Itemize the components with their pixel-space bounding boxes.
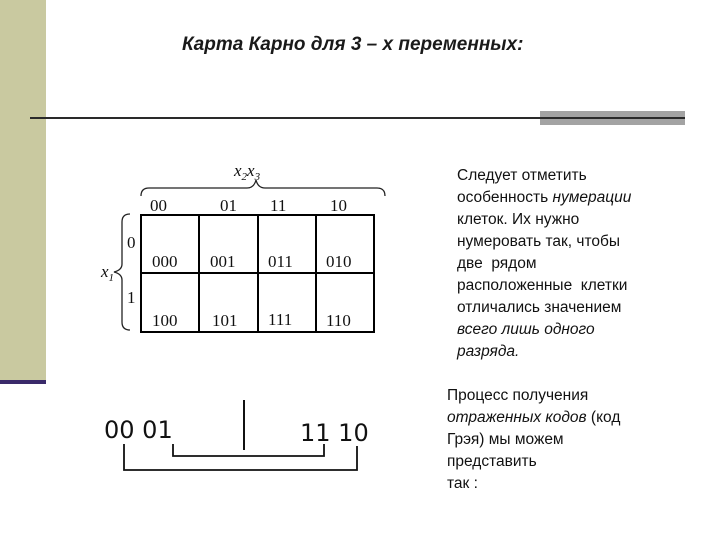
gray-code-left: 00 01 xyxy=(104,416,173,444)
kmap-cell: 110 xyxy=(326,311,351,330)
gray-code-paragraph: Процесс получения отраженных кодов (код Грэя) мы можем представить так : xyxy=(447,387,621,492)
kmap-row-header-1: 1 xyxy=(127,288,136,307)
kmap-col-header-01: 01 xyxy=(220,196,237,215)
kmap-row-variable: $x_1$ xyxy=(101,262,115,284)
kmap-cell: 111 xyxy=(268,310,293,329)
kmap-cell: 010 xyxy=(326,252,352,271)
kmap-left-brace xyxy=(114,214,130,330)
kmap-cell: 001 xyxy=(210,252,236,271)
kmap-col-header-10: 10 xyxy=(330,196,347,215)
kmap-col-header-11: 11 xyxy=(270,196,287,215)
outer-bracket xyxy=(124,444,357,470)
kmap-grid-border xyxy=(141,215,374,332)
title-rule xyxy=(30,117,540,119)
kmap-col-header-00: 00 xyxy=(150,196,167,215)
gray-code-diagram xyxy=(104,400,369,470)
explanation-paragraph: Следует отметить особенность нумерации клеток. Их нужно нумеровать так, чтобы две рядом расположенные клетки отличались значением всего лишь одного разряда. xyxy=(457,167,632,360)
kmap-cell: 011 xyxy=(268,252,293,271)
title-rule-bar xyxy=(540,111,685,125)
sidebar-rule xyxy=(0,380,46,384)
kmap-col-variable: $x_2x_3$ xyxy=(234,161,261,183)
kmap-cell: 000 xyxy=(152,252,178,271)
kmap-top-brace xyxy=(141,180,385,196)
kmap-row-header-0: 0 xyxy=(127,233,136,252)
sidebar-band xyxy=(0,0,46,382)
gray-code-right: 11 10 xyxy=(300,419,369,447)
inner-bracket xyxy=(173,444,324,456)
kmap-cell: 100 xyxy=(152,311,178,330)
slide-title: Карта Карно для 3 – х переменных: xyxy=(182,34,524,55)
kmap-cell: 101 xyxy=(212,311,238,330)
